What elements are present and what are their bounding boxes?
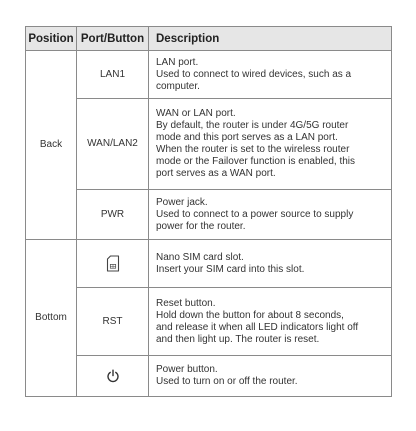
description-line: WAN or LAN port. bbox=[156, 108, 236, 119]
description-line: Insert your SIM card into this slot. bbox=[156, 263, 305, 275]
ports-buttons-table bbox=[25, 26, 392, 397]
description-power-button bbox=[149, 356, 392, 397]
description-line: By default, the router is under 4G/5G router bbox=[156, 120, 349, 131]
table-row bbox=[26, 240, 392, 288]
table-row bbox=[26, 190, 392, 240]
table-row bbox=[26, 356, 392, 397]
port-rst: RST bbox=[77, 288, 149, 356]
header-port-button: Port/Button bbox=[77, 27, 149, 51]
description-line: and release it when all LED indicators light off bbox=[156, 321, 359, 333]
position-back: Back bbox=[26, 51, 77, 240]
table-row bbox=[26, 288, 392, 356]
description-rst bbox=[149, 288, 392, 356]
description-pwr bbox=[149, 190, 392, 240]
description-line: LAN port. bbox=[156, 56, 199, 68]
position-bottom: Bottom bbox=[26, 240, 77, 397]
description-line: Used to connect to a power source to supply bbox=[156, 208, 354, 220]
description-line: and then light up. The router is reset. bbox=[156, 333, 320, 345]
description-line: Reset button. bbox=[156, 297, 216, 309]
port-wan-lan2: WAN/LAN2 bbox=[77, 99, 149, 190]
port-pwr: PWR bbox=[77, 190, 149, 240]
description-wan-lan2 bbox=[149, 99, 392, 190]
header-position: Position bbox=[26, 27, 77, 51]
description-line: mode and this port serves as a LAN port. bbox=[156, 132, 338, 143]
table-header-row bbox=[26, 27, 392, 51]
description-lan1 bbox=[149, 51, 392, 99]
description-line: mode or the Failover function is enabled, this bbox=[156, 156, 355, 167]
table-row bbox=[26, 99, 392, 190]
port-sim-card bbox=[77, 240, 149, 288]
table-row bbox=[26, 51, 392, 99]
description-line: Hold down the button for about 8 seconds, bbox=[156, 309, 344, 321]
power-icon bbox=[106, 369, 120, 383]
description-line: port serves as a WAN port. bbox=[156, 168, 276, 179]
description-sim-slot bbox=[149, 240, 392, 288]
sim-card-icon bbox=[106, 255, 120, 272]
description-line: Used to connect to wired devices, such as a bbox=[156, 68, 352, 80]
description-line: When the router is set to the wireless router bbox=[156, 144, 350, 155]
port-power-button bbox=[77, 356, 149, 397]
port-lan1: LAN1 bbox=[77, 51, 149, 99]
header-description: Description bbox=[149, 27, 392, 51]
description-line: Power jack. bbox=[156, 196, 208, 208]
description-line: computer. bbox=[156, 80, 200, 92]
description-line: Nano SIM card slot. bbox=[156, 251, 244, 263]
description-line: Used to turn on or off the router. bbox=[156, 376, 298, 387]
description-line: power for the router. bbox=[156, 220, 246, 232]
description-line: Power button. bbox=[156, 364, 218, 375]
